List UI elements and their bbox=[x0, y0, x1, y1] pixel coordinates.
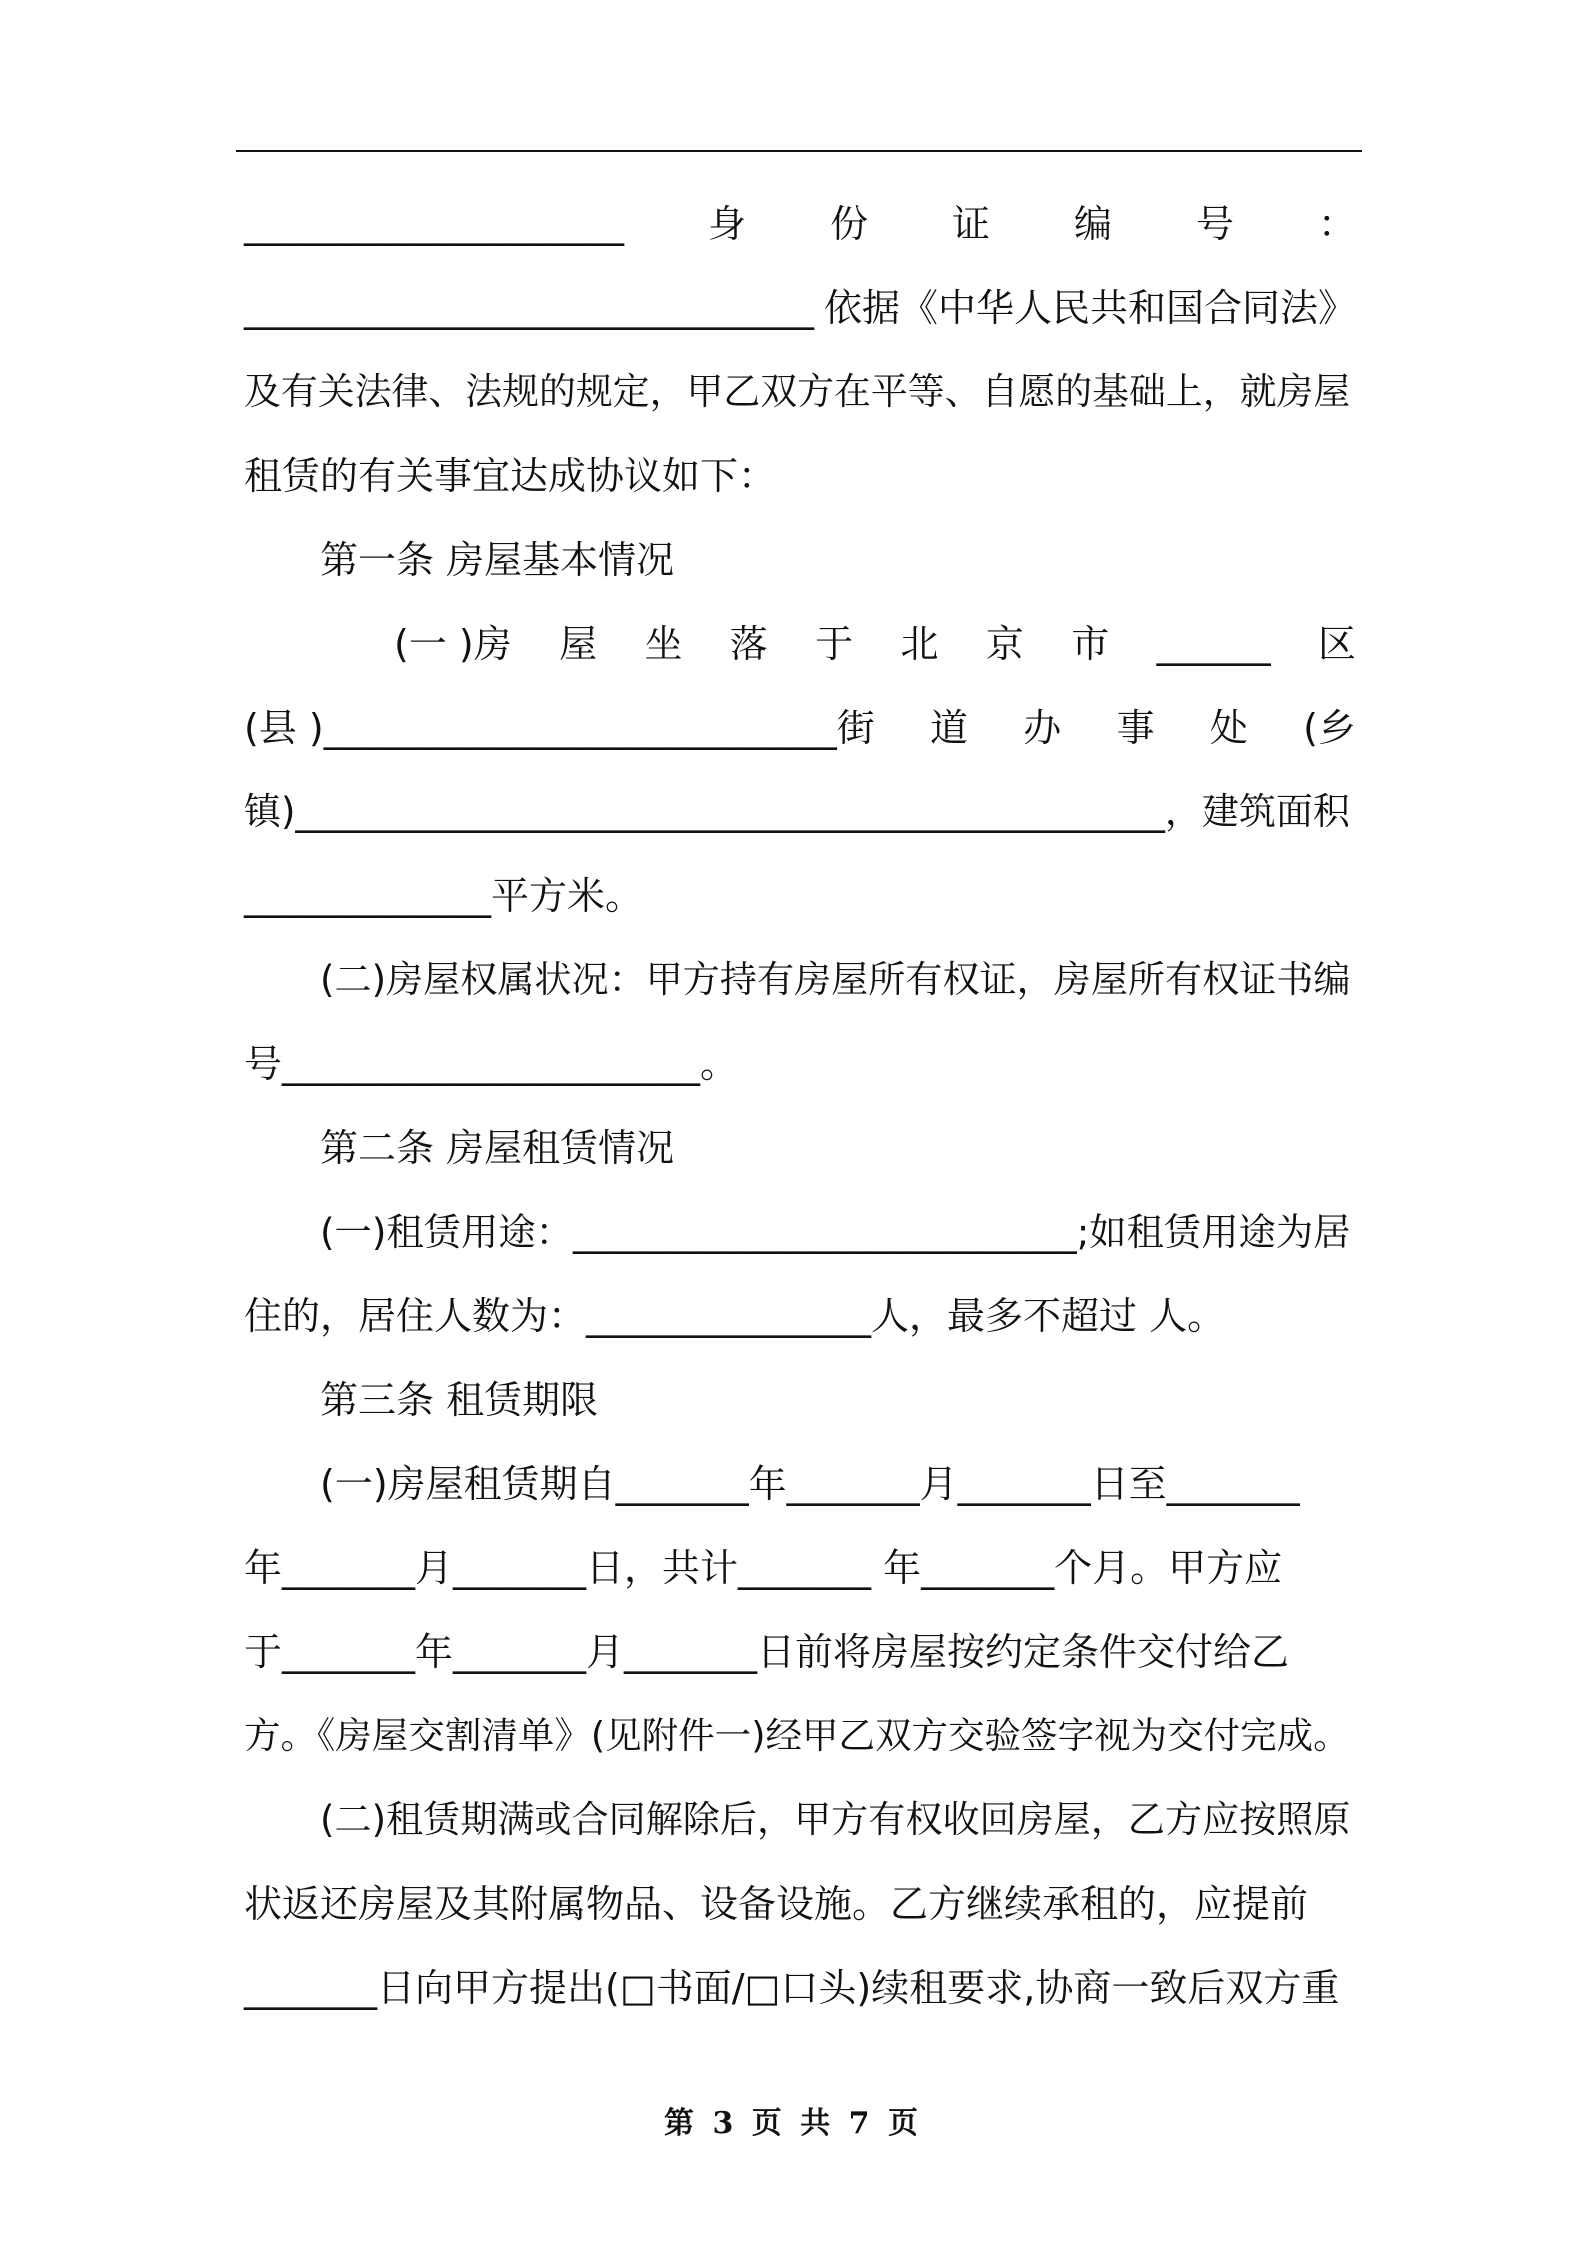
text-segment: (二)房屋权属状况：甲方持有房屋所有权证，房屋所有权证书编 bbox=[320, 958, 1351, 1001]
text-segment: 处 bbox=[1209, 706, 1248, 750]
id-number-line bbox=[244, 182, 1356, 266]
paragraph-line bbox=[244, 1274, 1356, 1358]
text-segment: 办 bbox=[1023, 706, 1062, 750]
paragraph-line bbox=[244, 854, 1356, 938]
text-segment: ____________________ bbox=[244, 202, 624, 246]
contract-law-line bbox=[244, 266, 1356, 350]
text-segment: 北 bbox=[900, 622, 939, 666]
text-segment: (一)租赁用途：___________________________;如租赁用途为居 bbox=[320, 1210, 1351, 1254]
text-segment: 状返还房屋及其附属物品、设备设施。乙方继续承租的，应提前 bbox=[244, 1882, 1309, 1926]
text-segment: ______________________________ bbox=[244, 286, 814, 330]
text-segment: 年_______月_______日，共计_______ 年_______个月。甲方应 bbox=[244, 1546, 1283, 1590]
text-segment: 市 bbox=[1071, 622, 1110, 666]
text-segment: 方。《房屋交割清单》(见附件一)经甲乙双方交验签字视为交付完成。 bbox=[244, 1714, 1350, 1757]
paragraph-line bbox=[244, 1526, 1356, 1610]
paragraph-line bbox=[244, 1778, 1356, 1862]
text-segment: 第二条 房屋租赁情况 bbox=[320, 1126, 675, 1170]
text-segment: 号______________________。 bbox=[244, 1042, 739, 1086]
text-segment: (一 )房 bbox=[394, 622, 512, 666]
paragraph-line bbox=[244, 1946, 1356, 2030]
text-segment: 租赁的有关事宜达成协议如下： bbox=[244, 454, 777, 498]
text-segment: 坐 bbox=[644, 622, 683, 666]
text-segment: 于 bbox=[815, 622, 854, 666]
text-segment: 屋 bbox=[559, 622, 598, 666]
document-body bbox=[244, 182, 1356, 2030]
paragraph-line bbox=[244, 938, 1356, 1022]
text-segment: 第一条 房屋基本情况 bbox=[320, 538, 675, 582]
text-segment: 第三条 租赁期限 bbox=[320, 1378, 599, 1422]
page-number-footer: 第 3 页 共 7 页 bbox=[664, 2106, 922, 2141]
text-segment: 区 bbox=[1317, 622, 1356, 666]
paragraph-line bbox=[244, 434, 1356, 518]
article-heading-2 bbox=[244, 1106, 1356, 1190]
text-segment: 证 bbox=[951, 202, 990, 246]
text-segment: 落 bbox=[729, 622, 768, 666]
header-rule bbox=[236, 150, 1362, 152]
text-segment: 份 bbox=[829, 202, 868, 246]
text-segment: 道 bbox=[930, 706, 969, 750]
article-heading-1 bbox=[244, 518, 1356, 602]
text-segment: (一)房屋租赁期自_______年_______月_______日至_______ bbox=[320, 1462, 1300, 1506]
paragraph-line bbox=[244, 1694, 1356, 1778]
text-segment: 住的，居住人数为：_______________人，最多不超过 人。 bbox=[244, 1294, 1226, 1338]
text-segment: ： bbox=[1317, 202, 1356, 246]
text-segment: (县 )___________________________街 bbox=[244, 706, 875, 750]
text-segment: 身 bbox=[707, 202, 746, 246]
text-segment: (二)租赁期满或合同解除后，甲方有权收回房屋，乙方应按照原 bbox=[320, 1798, 1351, 1841]
paragraph-line bbox=[244, 770, 1356, 854]
text-segment: 及有关法律、法规的规定，甲乙双方在平等、自愿的基础上，就房屋 bbox=[244, 370, 1351, 413]
paragraph-line bbox=[244, 1442, 1356, 1526]
text-segment: (乡 bbox=[1303, 706, 1356, 750]
county-street-line bbox=[244, 686, 1356, 770]
paragraph-line bbox=[244, 1862, 1356, 1946]
text-segment: 镇)_______________________________________________，建筑面积 bbox=[244, 790, 1350, 833]
paragraph-line bbox=[244, 1022, 1356, 1106]
text-segment: 号 bbox=[1195, 202, 1234, 246]
text-segment: 京 bbox=[985, 622, 1024, 666]
text-segment: ______ bbox=[1156, 622, 1271, 666]
text-segment: 依据《中华人民共和国合同法》 bbox=[823, 286, 1356, 330]
text-segment: _____________平方米。 bbox=[244, 874, 644, 918]
paragraph-line bbox=[244, 350, 1356, 434]
text-segment: 于_______年_______月_______日前将房屋按约定条件交付给乙 bbox=[244, 1630, 1290, 1674]
text-segment: _______日向甲方提出(□书面/□口头)续租要求,协商一致后双方重 bbox=[244, 1966, 1340, 2010]
text-segment: 事 bbox=[1116, 706, 1155, 750]
text-segment: 编 bbox=[1073, 202, 1112, 246]
paragraph-line bbox=[244, 1610, 1356, 1694]
house-location-line bbox=[244, 602, 1356, 686]
paragraph-line bbox=[244, 1190, 1356, 1274]
article-heading-3 bbox=[244, 1358, 1356, 1442]
